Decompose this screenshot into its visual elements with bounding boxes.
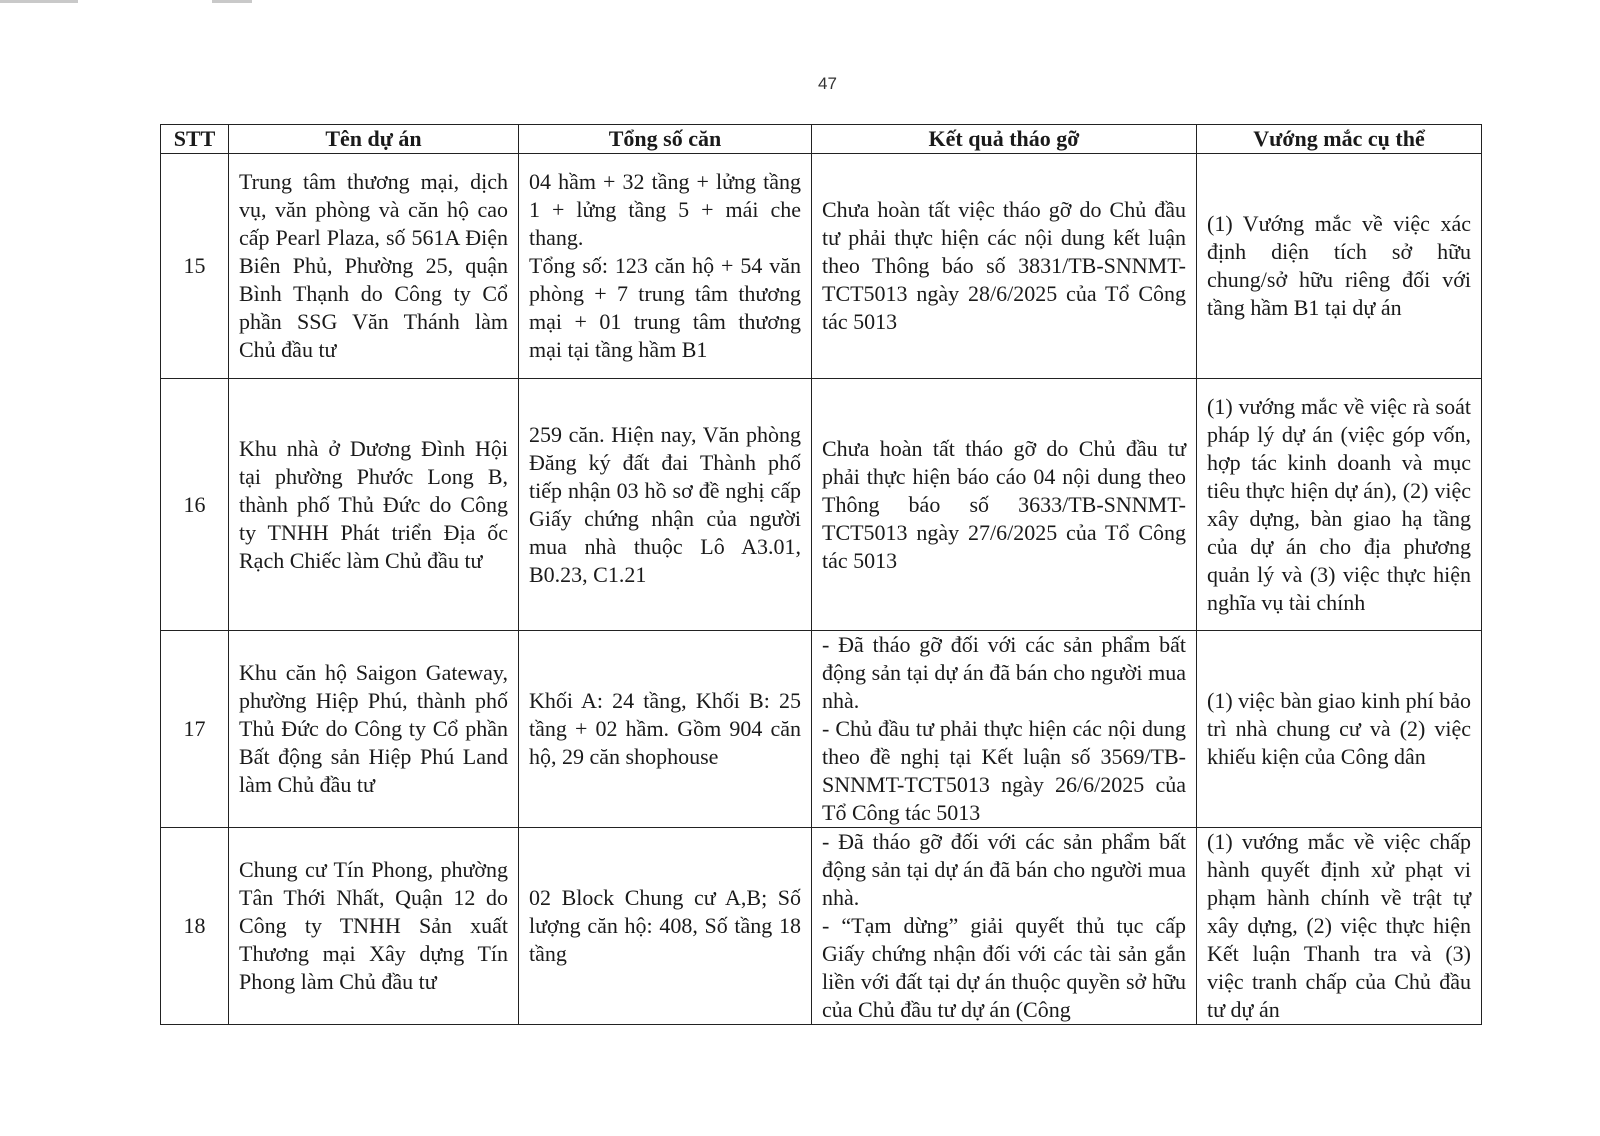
- row-project-name: Khu nhà ở Dương Đình Hội tại phường Phước Long B, thành phố Thủ Đức do Công ty TNHH Phát triển Địa ốc Rạch Chiếc làm Chủ đầu tư: [229, 379, 519, 631]
- row-resolution-result: Chưa hoàn tất tháo gỡ do Chủ đầu tư phải thực hiện báo cáo 04 nội dung theo Thông báo số 3633/TB-SNNMT-TCT5013 ngày 27/6/2025 của Tổ Công tác 5013: [812, 379, 1197, 631]
- row-stt: 16: [161, 379, 229, 631]
- page-number: 47: [818, 74, 837, 93]
- text-line: - Đã tháo gỡ đối với các sản phẩm bất động sản tại dự án đã bán cho người mua nhà.: [822, 632, 1186, 713]
- table-header-row: [161, 125, 1482, 154]
- row-resolution-result: Chưa hoàn tất việc tháo gỡ do Chủ đầu tư phải thực hiện các nội dung kết luận theo Thông báo số 3831/TB-SNNMT-TCT5013 ngày 28/6/2025 của Tổ Công tác 5013: [812, 154, 1197, 379]
- row-total-units: Khối A: 24 tầng, Khối B: 25 tầng + 02 hầm. Gồm 904 căn hộ, 29 căn shophouse: [519, 631, 812, 828]
- header-stt: STT: [161, 125, 229, 154]
- row-project-name: Chung cư Tín Phong, phường Tân Thới Nhất, Quận 12 do Công ty TNHH Sản xuất Thương mại Xây dựng Tín Phong làm Chủ đầu tư: [229, 828, 519, 1025]
- row-resolution-result: [812, 828, 1197, 1025]
- text-line: - Đã tháo gỡ đối với các sản phẩm bất động sản tại dự án đã bán cho người mua nhà.: [822, 829, 1186, 910]
- text-line: Tổng số: 123 căn hộ + 54 văn phòng + 7 trung tâm thương mại + 01 trung tâm thương mại tại tầng hầm B1: [529, 253, 801, 362]
- row-total-units: 259 căn. Hiện nay, Văn phòng Đăng ký đất đai Thành phố tiếp nhận 03 hồ sơ đề nghị cấp Giấy chứng nhận của người mua nhà thuộc Lô A3.01, B0.23, C1.21: [519, 379, 812, 631]
- text-line: - Chủ đầu tư phải thực hiện các nội dung theo đề nghị tại Kết luận số 3569/TB-SNNMT-TCT5013 ngày 26/6/2025 của Tổ Công tác 5013: [822, 716, 1186, 825]
- table-row: [161, 379, 1482, 631]
- row-total-units: 02 Block Chung cư A,B; Số lượng căn hộ: 408, Số tầng 18 tầng: [519, 828, 812, 1025]
- row-stt: 18: [161, 828, 229, 1025]
- row-total-units: [519, 154, 812, 379]
- text-line: 04 hầm + 32 tầng + lửng tầng 1 + lửng tầng 5 + mái che thang.: [529, 169, 801, 250]
- text-line: - “Tạm dừng” giải quyết thủ tục cấp Giấy chứng nhận đối với các tài sản gắn liền với đất tại dự án thuộc quyền sở hữu của Chủ đầu tư dự án (Công: [822, 913, 1186, 1022]
- projects-table: [160, 124, 1482, 1025]
- row-project-name: Khu căn hộ Saigon Gateway, phường Hiệp Phú, thành phố Thủ Đức do Công ty Cổ phần Bất động sản Hiệp Phú Land làm Chủ đầu tư: [229, 631, 519, 828]
- row-specific-issues: (1) việc bàn giao kinh phí bảo trì nhà chung cư và (2) việc khiếu kiện của Công dân: [1197, 631, 1482, 828]
- table-row: [161, 154, 1482, 379]
- row-specific-issues: (1) vướng mắc về việc rà soát pháp lý dự án (việc góp vốn, hợp tác kinh doanh và mục tiêu thực hiện dự án), (2) việc xây dựng, bàn giao hạ tầng của dự án cho địa phương quản lý và (3) việc thực hiện nghĩa vụ tài chính: [1197, 379, 1482, 631]
- table-row: [161, 631, 1482, 828]
- scan-artifact: [0, 0, 78, 3]
- header-total-units: Tổng số căn: [519, 125, 812, 154]
- table-row: [161, 828, 1482, 1025]
- row-stt: 15: [161, 154, 229, 379]
- row-resolution-result: [812, 631, 1197, 828]
- row-specific-issues: (1) vướng mắc về việc chấp hành quyết định xử phạt vi phạm hành chính về trật tự xây dựng, (2) việc thực hiện Kết luận Thanh tra và (3) việc tranh chấp của Chủ đầu tư dự án: [1197, 828, 1482, 1025]
- header-project-name: Tên dự án: [229, 125, 519, 154]
- row-project-name: Trung tâm thương mại, dịch vụ, văn phòng và căn hộ cao cấp Pearl Plaza, số 561A Điện Biên Phủ, Phường 25, quận Bình Thạnh do Công ty Cổ phần SSG Văn Thánh làm Chủ đầu tư: [229, 154, 519, 379]
- header-specific-issues: Vướng mắc cụ thể: [1197, 125, 1482, 154]
- scan-artifact: [212, 0, 252, 3]
- header-resolution-result: Kết quả tháo gỡ: [812, 125, 1197, 154]
- row-specific-issues: (1) Vướng mắc về việc xác định diện tích sở hữu chung/sở hữu riêng đối với tầng hầm B1 tại dự án: [1197, 154, 1482, 379]
- row-stt: 17: [161, 631, 229, 828]
